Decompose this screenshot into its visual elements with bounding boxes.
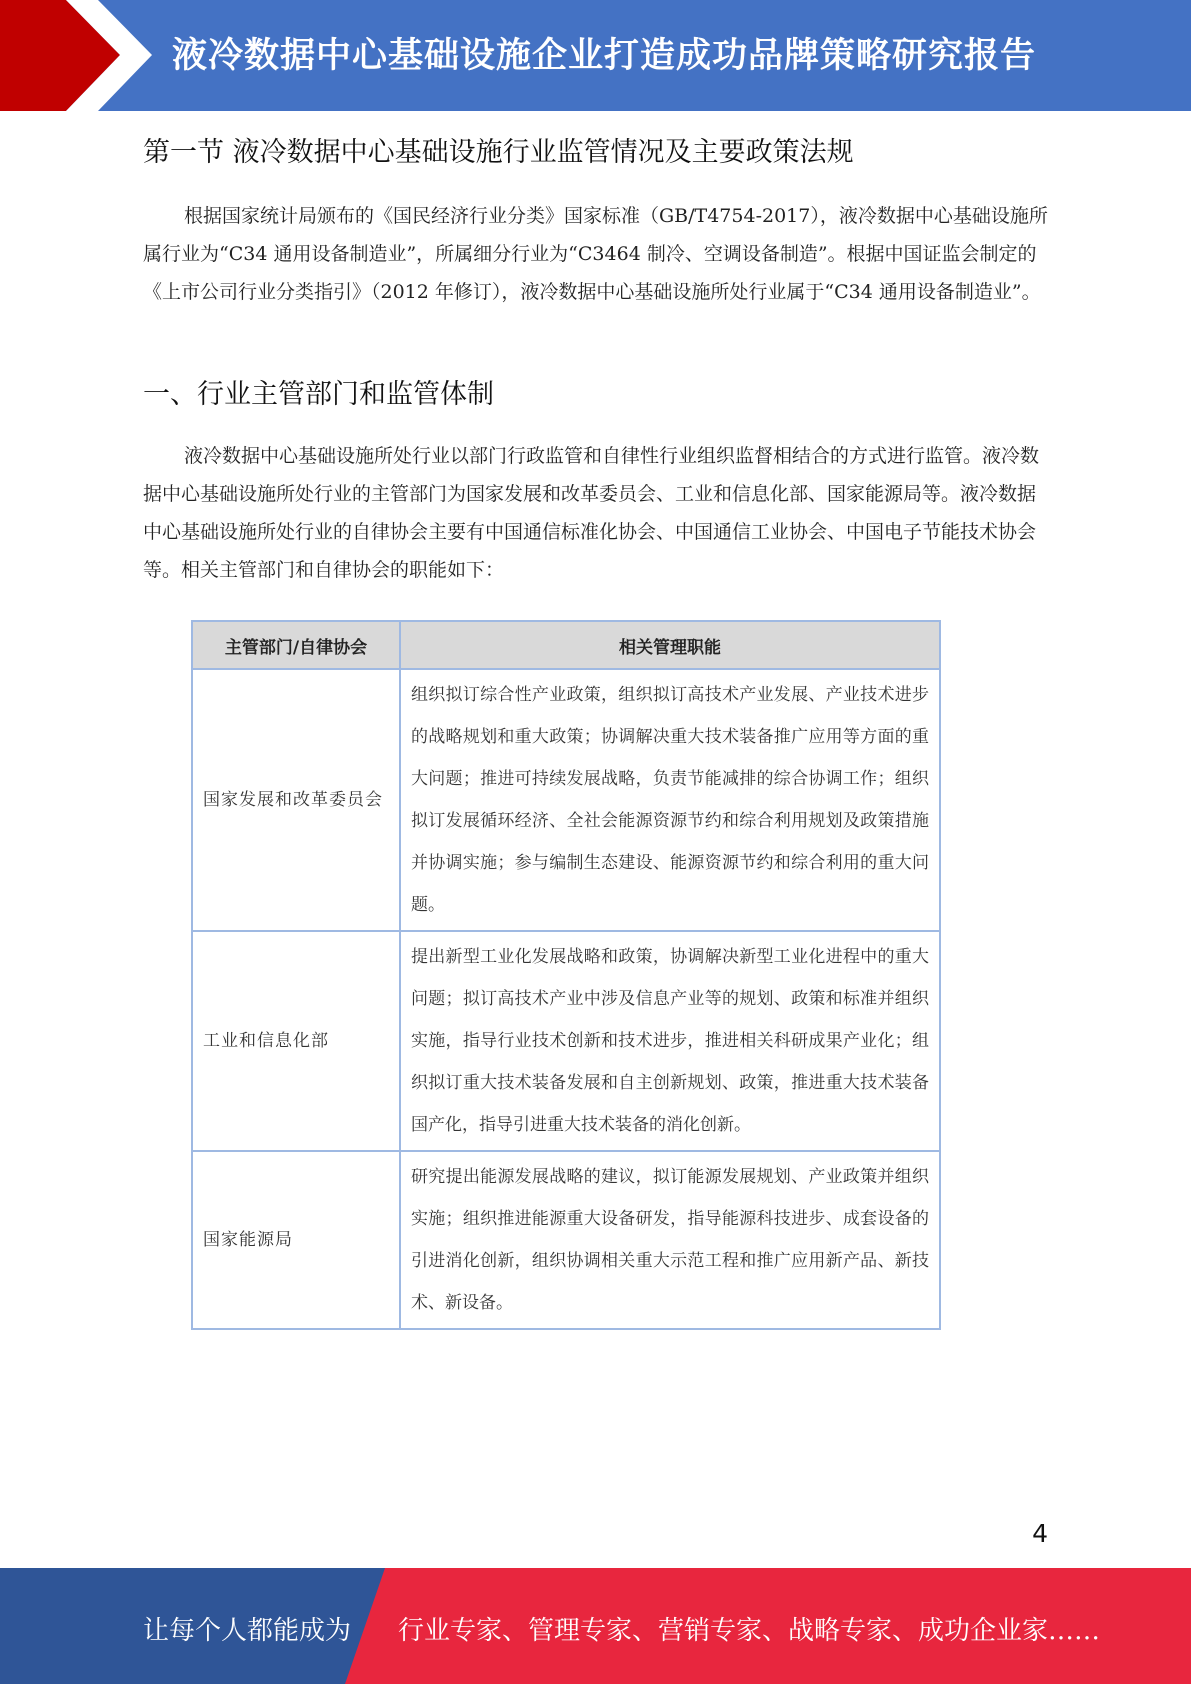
footer-slogan-left: 让每个人都能成为 xyxy=(143,1616,352,1646)
function-cell: 组织拟订综合性产业政策，组织拟订高技术产业发展、产业技术进步的战略规划和重大政策；协调解决重大技术装备推广应用等方面的重大问题；推进可持续发展战略，负责节能减排的综合协调工作；组织拟订发展循环经济、全社会能源资源节约和综合利用规划及政策措施并协调实施；参与编制生态建设、能源资源节约和综合利用的重大问题。 xyxy=(400,669,940,931)
header-banner xyxy=(0,0,1191,111)
chevron-decoration-icon xyxy=(0,0,200,111)
section-heading: 第一节 液冷数据中心基础设施行业监管情况及主要政策法规 xyxy=(143,137,854,168)
table-header-row xyxy=(192,621,940,669)
table-row xyxy=(192,931,940,1151)
column-header-dept: 主管部门/自律协会 xyxy=(192,621,400,669)
function-cell: 提出新型工业化发展战略和政策，协调解决新型工业化进程中的重大问题；拟订高技术产业中涉及信息产业等的规划、政策和标准并组织实施，指导行业技术创新和技术进步，推进相关科研成果产业化；组织拟订重大技术装备发展和自主创新规划、政策，推进重大技术装备国产化，指导引进重大技术装备的消化创新。 xyxy=(400,931,940,1151)
dept-cell: 国家能源局 xyxy=(192,1151,400,1329)
report-title: 液冷数据中心基础设施企业打造成功品牌策略研究报告 xyxy=(172,36,1037,76)
table-row xyxy=(192,1151,940,1329)
table-row xyxy=(192,669,940,931)
footer-banner xyxy=(0,1568,1191,1684)
intro-paragraph: 根据国家统计局颁布的《国民经济行业分类》国家标准（GB/T4754-2017），液冷数据中心基础设施所属行业为“C34 通用设备制造业”，所属细分行业为“C3464 制冷、空调设备制造”。根据中国证监会制定的《上市公司行业分类指引》（2012 年修订），液冷数据中心基础设施所处行业属于“C34 通用设备制造业”。 xyxy=(143,205,1048,303)
regulation-paragraph: 液冷数据中心基础设施所处行业以部门行政监管和自律性行业组织监督相结合的方式进行监管。液冷数据中心基础设施所处行业的主管部门为国家发展和改革委员会、工业和信息化部、国家能源局等。液冷数据中心基础设施所处行业的自律协会主要有中国通信标准化协会、中国通信工业协会、中国电子节能技术协会等。相关主管部门和自律协会的职能如下： xyxy=(143,445,1040,581)
function-cell: 研究提出能源发展战略的建议，拟订能源发展规划、产业政策并组织实施；组织推进能源重大设备研发，指导能源科技进步、成套设备的引进消化创新，组织协调相关重大示范工程和推广应用新产品、新技术、新设备。 xyxy=(400,1151,940,1329)
column-header-function: 相关管理职能 xyxy=(400,621,940,669)
dept-cell: 工业和信息化部 xyxy=(192,931,400,1151)
regulator-table xyxy=(191,620,941,1330)
subsection-heading: 一、行业主管部门和监管体制 xyxy=(143,379,494,410)
page-number: 4 xyxy=(1032,1519,1048,1548)
dept-cell: 国家发展和改革委员会 xyxy=(192,669,400,931)
footer-slogan-right: 行业专家、管理专家、营销专家、战略专家、成功企业家…… xyxy=(398,1616,1101,1646)
